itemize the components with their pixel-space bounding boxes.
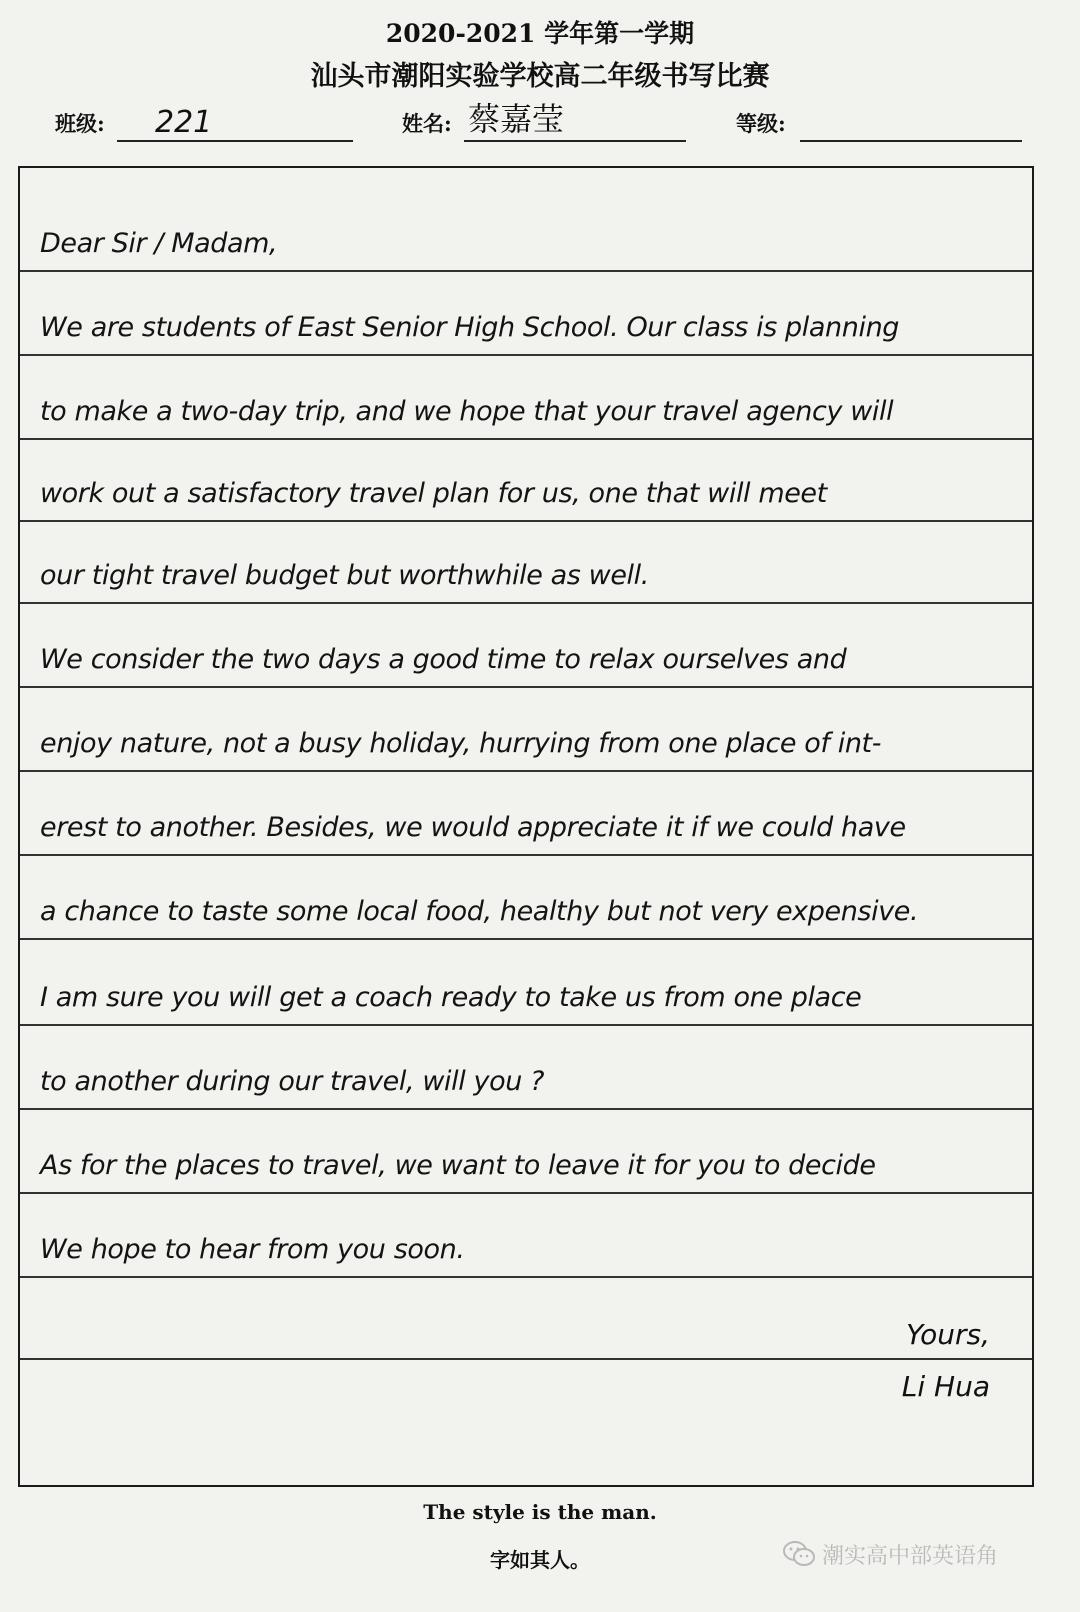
ruled-line xyxy=(20,854,1032,856)
letter-line: We are students of East Senior High School. Our class is planning xyxy=(40,312,900,343)
motto-chinese: 字如其人。 xyxy=(490,1548,590,1572)
letter-line: As for the places to travel, we want to leave it for you to decide xyxy=(40,1150,876,1181)
name-value: 蔡嘉莹 xyxy=(468,100,565,138)
name-field xyxy=(402,100,692,144)
class-field xyxy=(55,104,355,144)
ruled-line xyxy=(20,270,1032,272)
ruled-line xyxy=(20,1276,1032,1278)
name-underline xyxy=(464,140,686,142)
letter-line: to another during our travel, will you ? xyxy=(40,1066,545,1097)
ruled-line xyxy=(20,686,1032,688)
ruled-line xyxy=(20,1024,1032,1026)
letter-line: to make a two-day trip, and we hope that your travel agency will xyxy=(40,396,894,427)
ruled-line xyxy=(20,1192,1032,1194)
letter-line: We consider the two days a good time to relax ourselves and xyxy=(40,644,847,675)
competition-title: 汕头市潮阳实验学校高二年级书写比赛 xyxy=(310,61,770,92)
grade-label: 等级: xyxy=(736,111,786,136)
letter-line: I am sure you will get a coach ready to take us from one place xyxy=(40,982,862,1013)
ruled-line xyxy=(20,1358,1032,1360)
letter-line: We hope to hear from you soon. xyxy=(40,1234,465,1265)
letter-line: work out a satisfactory travel plan for us, one that will meet xyxy=(40,478,827,509)
class-underline xyxy=(117,140,353,142)
ruled-line xyxy=(20,938,1032,940)
watermark-text: 潮实高中部英语角 xyxy=(822,1543,999,1569)
term-title: 2020-2021 学年第一学期 xyxy=(385,19,695,48)
grade-underline xyxy=(800,140,1022,142)
ruled-line xyxy=(20,602,1032,604)
wechat-icon xyxy=(782,1540,816,1568)
letter-line: our tight travel budget but worthwhile as well. xyxy=(40,560,649,591)
ruled-line xyxy=(20,354,1032,356)
letter-signature: Li Hua xyxy=(901,1370,990,1403)
letter-line: a chance to taste some local food, healthy but not very expensive. xyxy=(40,896,919,927)
ruled-line xyxy=(20,770,1032,772)
ruled-line xyxy=(20,1108,1032,1110)
ruled-line xyxy=(20,520,1032,522)
writing-sheet xyxy=(18,166,1034,1487)
watermark xyxy=(782,1536,1072,1572)
motto-english: The style is the man. xyxy=(423,1500,657,1524)
name-label: 姓名: xyxy=(402,111,452,136)
ruled-line xyxy=(20,438,1032,440)
letter-closing: Yours, xyxy=(906,1318,990,1351)
grade-field xyxy=(736,104,1026,144)
class-label: 班级: xyxy=(55,111,105,136)
letter-line: erest to another. Besides, we would appreciate it if we could have xyxy=(40,812,906,843)
letter-line: Dear Sir / Madam, xyxy=(40,228,278,259)
letter-line: enjoy nature, not a busy holiday, hurrying from one place of int- xyxy=(40,728,882,759)
class-value: 221 xyxy=(155,105,213,140)
